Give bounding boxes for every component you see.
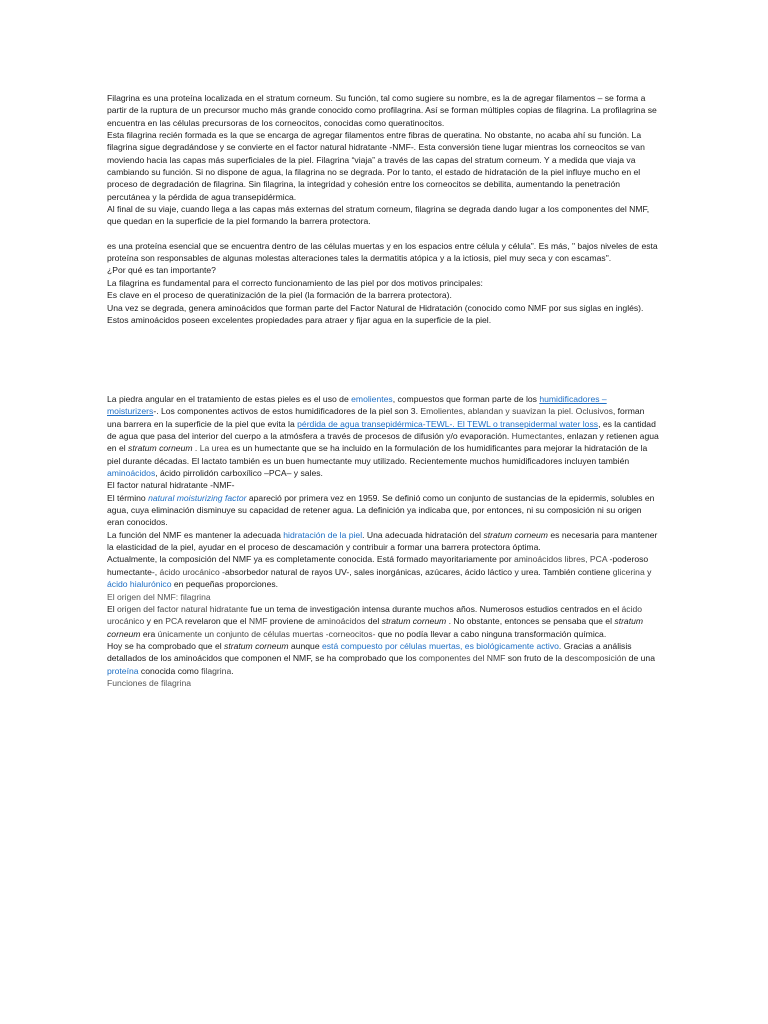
text: La función del NMF es mantener la adecuada <box>107 529 284 540</box>
subheading-origen: El origen del NMF: filagrina <box>107 591 211 602</box>
paragraph-nmf-composition <box>107 553 659 590</box>
text: Actualmente, la composición del NMF ya es completamente conocida. Está formado mayoritariamente por <box>107 554 514 565</box>
text: , forman una barrera en la superficie de la piel que evita la <box>107 406 645 429</box>
subheading-funciones: Funciones de filagrina <box>107 677 192 688</box>
text: -. Los componentes activos de estos humidificadores de la piel son 3. <box>153 406 421 417</box>
text: glicerina <box>612 566 645 577</box>
text: fue un tema de investigación intensa durante muchos años. Numerosos estudios centrados en el <box>247 603 622 614</box>
text: La urea <box>199 443 229 454</box>
text: es necesaria para mantener la elasticidad de la piel, ayudar en el proceso de descamación y contribuir a formar una barrera protectora óptima. <box>107 529 658 553</box>
text: aminoácidos <box>317 616 366 627</box>
text: únicamente un conjunto de células muertas -corneocitos- <box>157 628 376 639</box>
text: proviene de <box>267 616 318 627</box>
text-italic: stratum corneum <box>128 443 193 454</box>
link-hidratacion[interactable]: hidratación de la piel <box>283 529 363 540</box>
text: aminoácidos libres, PCA <box>513 554 608 565</box>
text: -absorbedor natural de rayos UV-, sales inorgánicas, azúcares, ácido láctico y urea. También contiene <box>219 566 613 577</box>
question-heading: ¿Por qué es tan importante? <box>107 265 216 276</box>
text: apareció por primera vez en 1959. Se definió como un conjunto de sustancias de la epidermis, solubles en agua, cuya eliminación disminuye su capacidad de retener agua. La definición ya indicaba que, por entonces, ni su composición ni su origen eran conocidos. <box>107 492 655 528</box>
list-item: Una vez se degrada, genera aminoácidos que forman parte del Factor Natural de Hidratación (conocido como NMF por sus siglas en inglés). Estos aminoácidos poseen excelentes propiedades para atraer y fijar agua en la superficie de la piel. <box>107 302 644 325</box>
text: y <box>644 566 652 577</box>
text: Emolientes, ablandan y suavizan la piel. <box>420 406 576 417</box>
text: PCA <box>165 616 183 627</box>
link-humidificadores[interactable]: humidificadores – moisturizers <box>107 394 607 417</box>
text: La piedra angular en el tratamiento de estas pieles es el uso de <box>107 394 352 404</box>
link-tewl[interactable]: pérdida de agua transepidérmica-TEWL-. El TEWL o transepidermal water loss <box>297 418 599 429</box>
text: El <box>107 603 118 614</box>
paragraph-nmf-definition <box>107 492 659 529</box>
text: , ácido pirrolidón carboxílico –PCA– y sales. <box>155 468 323 479</box>
text-italic: stratum corneum <box>107 616 644 639</box>
text: Hoy se ha comprobado que el <box>107 640 225 651</box>
text: . Gracias a análisis detallados de los aminoácidos que componen el NMF, se ha comprobado que los <box>107 640 632 664</box>
text: es un humectante que se ha incluido en la formulación de los humidificantes para mejorar la hidratación de la piel durante décadas. El lactato también es un buen humectante muy utilizado. Recientemente muchos humidificadores incluyen también <box>107 443 648 466</box>
text-italic: stratum corneum <box>483 529 548 540</box>
section-nmf <box>107 393 659 689</box>
text: que no podía llevar a cabo ninguna transformación química. <box>375 628 607 639</box>
text: revelaron que el <box>182 616 249 627</box>
section-filagrina-intro <box>107 92 659 326</box>
text: Humectantes <box>511 431 563 442</box>
text: El término <box>107 492 149 503</box>
text: son fruto de la <box>505 653 565 664</box>
text-italic: stratum corneum <box>224 640 289 651</box>
text: . <box>231 665 234 676</box>
text: era <box>140 628 158 639</box>
text: conocida como <box>138 665 202 676</box>
text: filagrina <box>201 665 232 676</box>
subheading-nmf: El factor natural hidratante -NMF- <box>107 480 235 491</box>
text: en pequeñas proporciones. <box>171 579 279 590</box>
paragraph: La filagrina es fundamental para el correcto funcionamiento de las piel por dos motivos principales: <box>107 277 483 288</box>
text: y en <box>144 616 166 627</box>
paragraph: es una proteína esencial que se encuentra dentro de las células muertas y en los espacios entre célula y célula". Es más, " bajos niveles de esta proteína son responsables de algunas molestas alteraciones tales la dermatitis atópica y a la ictiosis, piel muy seca y con escamas". <box>107 240 658 264</box>
paragraph-treatment <box>107 393 659 479</box>
text-italic: natural moisturizing factor <box>148 492 247 503</box>
text: Oclusivos <box>575 406 613 417</box>
text: descomposición <box>564 653 627 664</box>
text: . Una adecuada hidratación del <box>362 529 484 540</box>
paragraph-nmf-function <box>107 529 659 554</box>
link-emolientes[interactable]: emolientes <box>351 394 393 404</box>
paragraph: Esta filagrina recién formada es la que se encarga de agregar filamentos entre fibras de queratina. No obstante, no acaba ahí su función. La filagrina sigue degradándose y se convierte en el factor natural hidratante -NMF-. Esta conversión tiene lugar mientras los corneocitos se van moviendo hacia las capas más superficiales de la piel. Filagrina “viaja” a través de las capas del stratum corneum. Y a medida que viaja va cambiando su función. Si no dispone de agua, la filagrina no se degrada. Por lo tanto, el estado de hidratación de la piel influye mucho en el proceso de degradación de filagrina. Sin filagrina, la integridad y cohesión entre los corneocitos se debilita, aumentando la penetración percutánea y la pérdida de agua transepidérmica. <box>107 130 645 202</box>
text: . No obstante, entonces se pensaba que el <box>446 616 615 627</box>
text: NMF <box>248 616 268 627</box>
text-italic: stratum corneum <box>381 616 447 627</box>
list-item: Es clave en el proceso de queratinización de la piel (la formación de la barrera protectora). <box>107 290 452 301</box>
text: origen del factor natural hidratante <box>117 603 248 614</box>
link-proteina[interactable]: proteína <box>107 665 139 676</box>
text: . <box>192 443 200 454</box>
paragraph-activo <box>107 640 659 677</box>
text: , enlazan y retienen agua en el <box>107 431 659 454</box>
text: -poderoso humectante-, <box>107 554 649 577</box>
text: ácido urocánico <box>107 603 643 627</box>
text: de una <box>626 653 655 664</box>
text: ácido urocánico <box>159 566 220 577</box>
paragraph: Al final de su viaje, cuando llega a las capas más externas del stratum corneum, filagrina se degrada dando lugar a los componentes del NMF, que quedan en la superficie de la piel formando la barrera protectora. <box>107 204 650 227</box>
paragraph-origen <box>107 603 659 640</box>
link-aminoacidos[interactable]: aminoácidos <box>107 468 156 479</box>
spacer <box>107 228 659 240</box>
text: , compuestos que forman parte de los <box>392 394 540 404</box>
text: , es la cantidad de agua que pasa del interior del cuerpo a la atmósfera a través de procesos de difusión y/o evaporación. <box>107 418 656 442</box>
text: componentes del NMF <box>418 653 506 664</box>
link-acido-hialuronico[interactable]: ácido hialurónico <box>107 579 172 590</box>
text: del <box>365 616 382 627</box>
text: aunque <box>288 640 322 651</box>
link-biologicamente-activo[interactable]: está compuesto por células muertas, es biológicamente activo <box>321 640 559 651</box>
paragraph: Filagrina es una proteína localizada en el stratum corneum. Su función, tal como sugiere su nombre, es la de agregar filamentos – se forma a partir de la ruptura de un precursor mucho más grande conocido como profilagrina. Así se forman múltiples copias de filagrina. La profilagrina se encuentra en las células precursoras de los corneocitos, conocidas como queratinocitos. <box>107 93 657 128</box>
